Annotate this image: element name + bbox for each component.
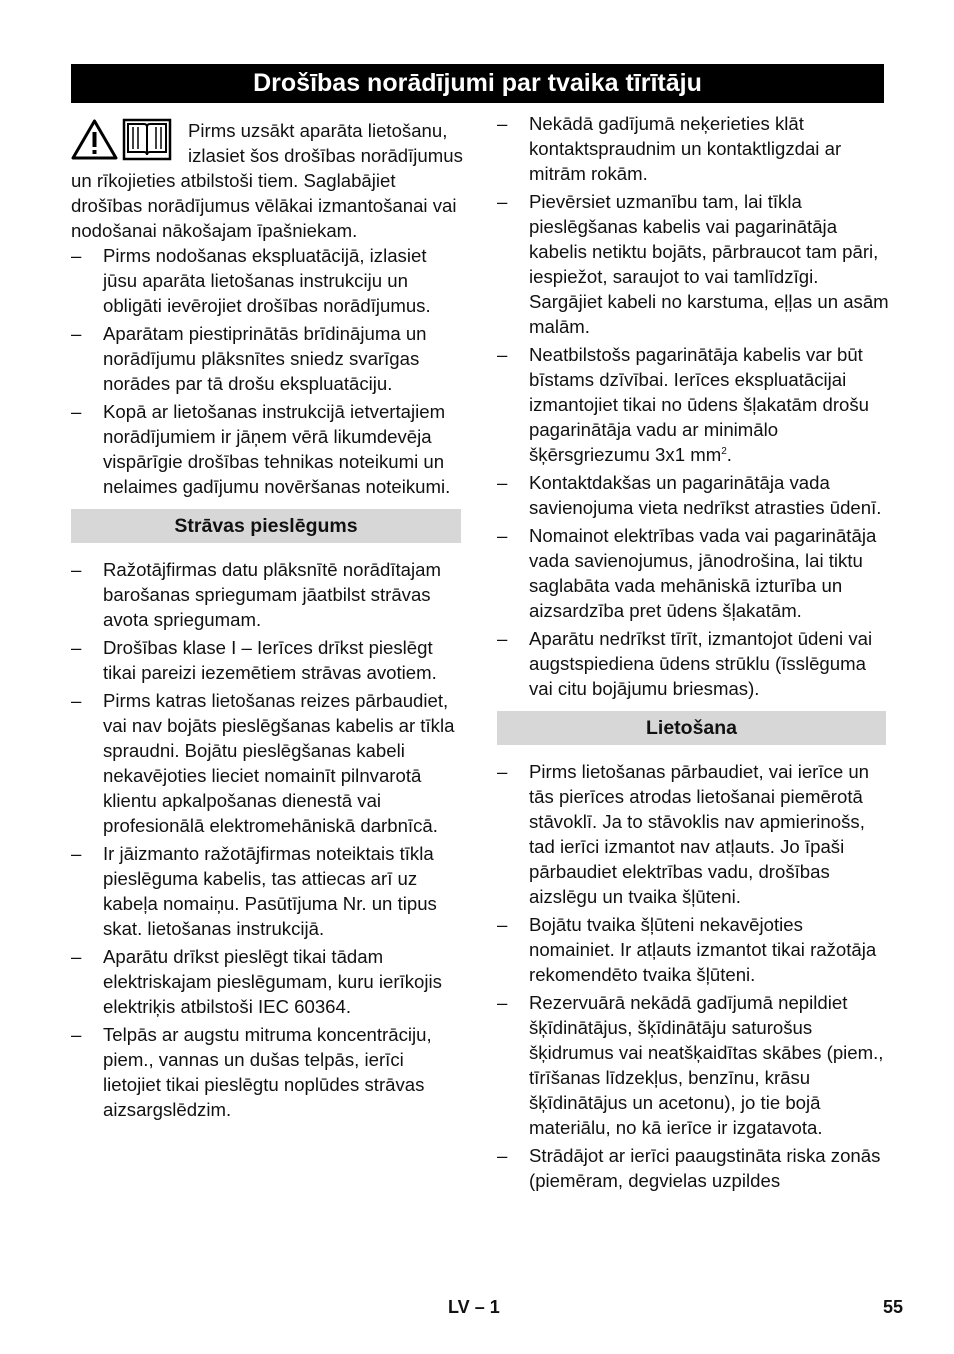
dash-bullet: –: [497, 344, 508, 365]
list-item: [497, 990, 889, 1140]
usage-list: [497, 759, 889, 1193]
sentence-period: .: [726, 444, 732, 465]
list-item: [71, 944, 463, 1019]
power-connection-list-continued: [497, 111, 889, 701]
list-item-text: Kontaktdakšas un pagarinātāja vada savienojuma vieta nedrīkst atrasties ūdenī.: [529, 472, 882, 518]
power-connection-list: [71, 557, 463, 1122]
list-item-text: [529, 342, 889, 467]
list-item: [497, 470, 889, 520]
list-item: [71, 557, 463, 632]
intro-icons: [71, 118, 175, 161]
extension-cable-text: Neatbilstošs pagarinātāja kabelis var būt bīstams dzīvībai. Ierīces ekspluatācijai izmantojiet tikai no ūdens šļakatām drošu pagarinātāja vadu ar minimālo šķērsgriezumu 3x1 mm: [529, 344, 870, 465]
page-title: Drošības norādījumi par tvaika tīrītāju: [71, 64, 884, 103]
dash-bullet: –: [71, 843, 82, 864]
warning-triangle-icon: [71, 118, 118, 161]
list-item-text: Rezervuārā nekādā gadījumā nepildiet šķīdinātājus, šķīdinātāju saturošus šķidrumus vai neatšķaidītas skābes (piem., tīrīšanas līdzekļus, benzīnu, krāsu šķīdinātājus un acetonu), jo tie bojā materiālu, no kā ierīce ir izgatavota.: [529, 992, 884, 1138]
list-item: [497, 189, 889, 339]
list-item: [497, 1143, 889, 1193]
list-item: [71, 321, 463, 396]
list-item: [497, 342, 889, 467]
list-item: [497, 626, 889, 701]
list-item: [71, 635, 463, 685]
list-item-text: Kopā ar lietošanas instrukcijā ietvertajiem norādījumiem ir jāņem vērā likumdevēja vispārīgie drošības tehnikas noteikumi un nelaimes gadījumu novēršanas noteikumi.: [103, 401, 451, 497]
list-item-text: Aparātam piestiprinātās brīdinājuma un norādījumu plāksnītes sniedz svarīgas norādes par tā drošu ekspluatāciju.: [103, 323, 427, 394]
list-item-text: Pirms nodošanas ekspluatācijā, izlasiet jūsu aparāta lietošanas instrukciju un obligāti ievērojiet drošības norādījumus.: [103, 245, 431, 316]
dash-bullet: –: [497, 628, 508, 649]
list-item: [497, 111, 889, 186]
list-item: [71, 841, 463, 941]
list-item-text: Telpās ar augstu mitruma koncentrāciju, piem., vannas un dušas telpās, ierīci lietojiet tikai pieslēgtu noplūdes strāvas aizsargslēdzim.: [103, 1024, 432, 1120]
dash-bullet: –: [497, 914, 508, 935]
list-item: [71, 688, 463, 838]
dash-bullet: –: [497, 761, 508, 782]
dash-bullet: –: [71, 559, 82, 580]
list-item: [497, 523, 889, 623]
list-item-text: Pirms lietošanas pārbaudiet, vai ierīce un tās pierīces atrodas lietošanai piemērotā stāvoklī. Ja to stāvoklis nav apmierinošs, tad ierīci izmantot nav atļauts. Jo īpaši pārbaudiet elektrības vadu, drošības aizslēgu un tvaika šļūteni.: [529, 761, 870, 907]
section-heading-use: Lietošana: [497, 711, 886, 745]
list-item-text: Pirms katras lietošanas reizes pārbaudiet, vai nav bojāts pieslēgšanas kabelis ar tīkla spraudni. Bojātu pieslēgšanas kabeli nekavējoties lieciet nomainīt pilnvarotā klientu apkalpošanas dienestā vai profesionālā elektromehāniskā darbnīcā.: [103, 690, 455, 836]
right-column: [497, 111, 889, 1196]
dash-bullet: –: [497, 191, 508, 212]
section-heading-power: Strāvas pieslēgums: [71, 509, 461, 543]
list-item: [71, 399, 463, 499]
superscript-two: 2: [721, 445, 727, 457]
dash-bullet: –: [497, 113, 508, 134]
general-safety-list: [71, 243, 463, 499]
dash-bullet: –: [71, 323, 82, 344]
footer-language: [448, 1297, 500, 1318]
list-item: [497, 759, 889, 909]
list-item-text: Pievērsiet uzmanību tam, lai tīkla pieslēgšanas kabelis vai pagarinātāja kabelis netiktu bojāts, pārbraucot tam pāri, iespiežot, saraujot to vai tamlīdzīgi. Sargājiet kabeli no karstuma, eļļas un asām malām.: [529, 191, 889, 337]
section-number: – 1: [474, 1297, 500, 1317]
dash-bullet: –: [71, 690, 82, 711]
list-item-text: Bojātu tvaika šļūteni nekavējoties nomainiet. Ir atļauts izmantot tikai ražotāja rekomendēto tvaika šļūteni.: [529, 914, 877, 985]
intro-text: Pirms uzsākt aparāta lietošanu, izlasiet šos drošības norādījumus un rīkojieties atbilstoši tiem. Saglabājiet drošības norādījumus vēlākai izmantošanai vai nodošanai nākošajam īpašniekam.: [71, 120, 463, 241]
dash-bullet: –: [71, 637, 82, 658]
language-code: LV: [448, 1297, 470, 1317]
left-column: [71, 118, 463, 1125]
dash-bullet: –: [71, 1024, 82, 1045]
list-item: [71, 243, 463, 318]
list-item-text: Nomainot elektrības vada vai pagarinātāja vada savienojumus, jānodrošina, lai tiktu saglabāta vada mehāniskā izturība un aizsardzība pret ūdens šļakatām.: [529, 525, 877, 621]
list-item-text: Ir jāizmanto ražotājfirmas noteiktais tīkla pieslēguma kabelis, tas attiecas arī uz kabeļa nomaiņu. Pasūtījuma Nr. un tipus skat. lietošanas instrukcijā.: [103, 843, 437, 939]
list-item-text: Drošības klase I – Ierīces drīkst pieslēgt tikai pareizi iezemētiem strāvas avotiem.: [103, 637, 437, 683]
dash-bullet: –: [71, 401, 82, 422]
list-item: [497, 912, 889, 987]
dash-bullet: –: [497, 992, 508, 1013]
page-number: 55: [883, 1297, 904, 1317]
dash-bullet: –: [497, 525, 508, 546]
dash-bullet: –: [71, 245, 82, 266]
list-item-text: Strādājot ar ierīci paaugstināta riska zonās (piemēram, degvielas uzpildes: [529, 1145, 881, 1191]
list-item-text: Ražotājfirmas datu plāksnītē norādītajam barošanas spriegumam jāatbilst strāvas avota spriegumam.: [103, 559, 441, 630]
dash-bullet: –: [497, 1145, 508, 1166]
dash-bullet: –: [71, 946, 82, 967]
list-item: [71, 1022, 463, 1122]
list-item-text: Aparātu nedrīkst tīrīt, izmantojot ūdeni vai augstspiediena ūdens strūklu (īsslēguma vai citu bojājumu briesmas).: [529, 628, 873, 699]
list-item-text: Aparātu drīkst pieslēgt tikai tādam elektriskajam pieslēgumam, kuru ierīkojis elektriķis atbilstoši IEC 60364.: [103, 946, 442, 1017]
dash-bullet: –: [497, 472, 508, 493]
manual-book-icon: [122, 118, 172, 161]
list-item-text: Nekādā gadījumā neķerieties klāt kontaktspraudnim un kontaktligzdai ar mitrām rokām.: [529, 113, 842, 184]
intro-paragraph: [71, 118, 463, 243]
